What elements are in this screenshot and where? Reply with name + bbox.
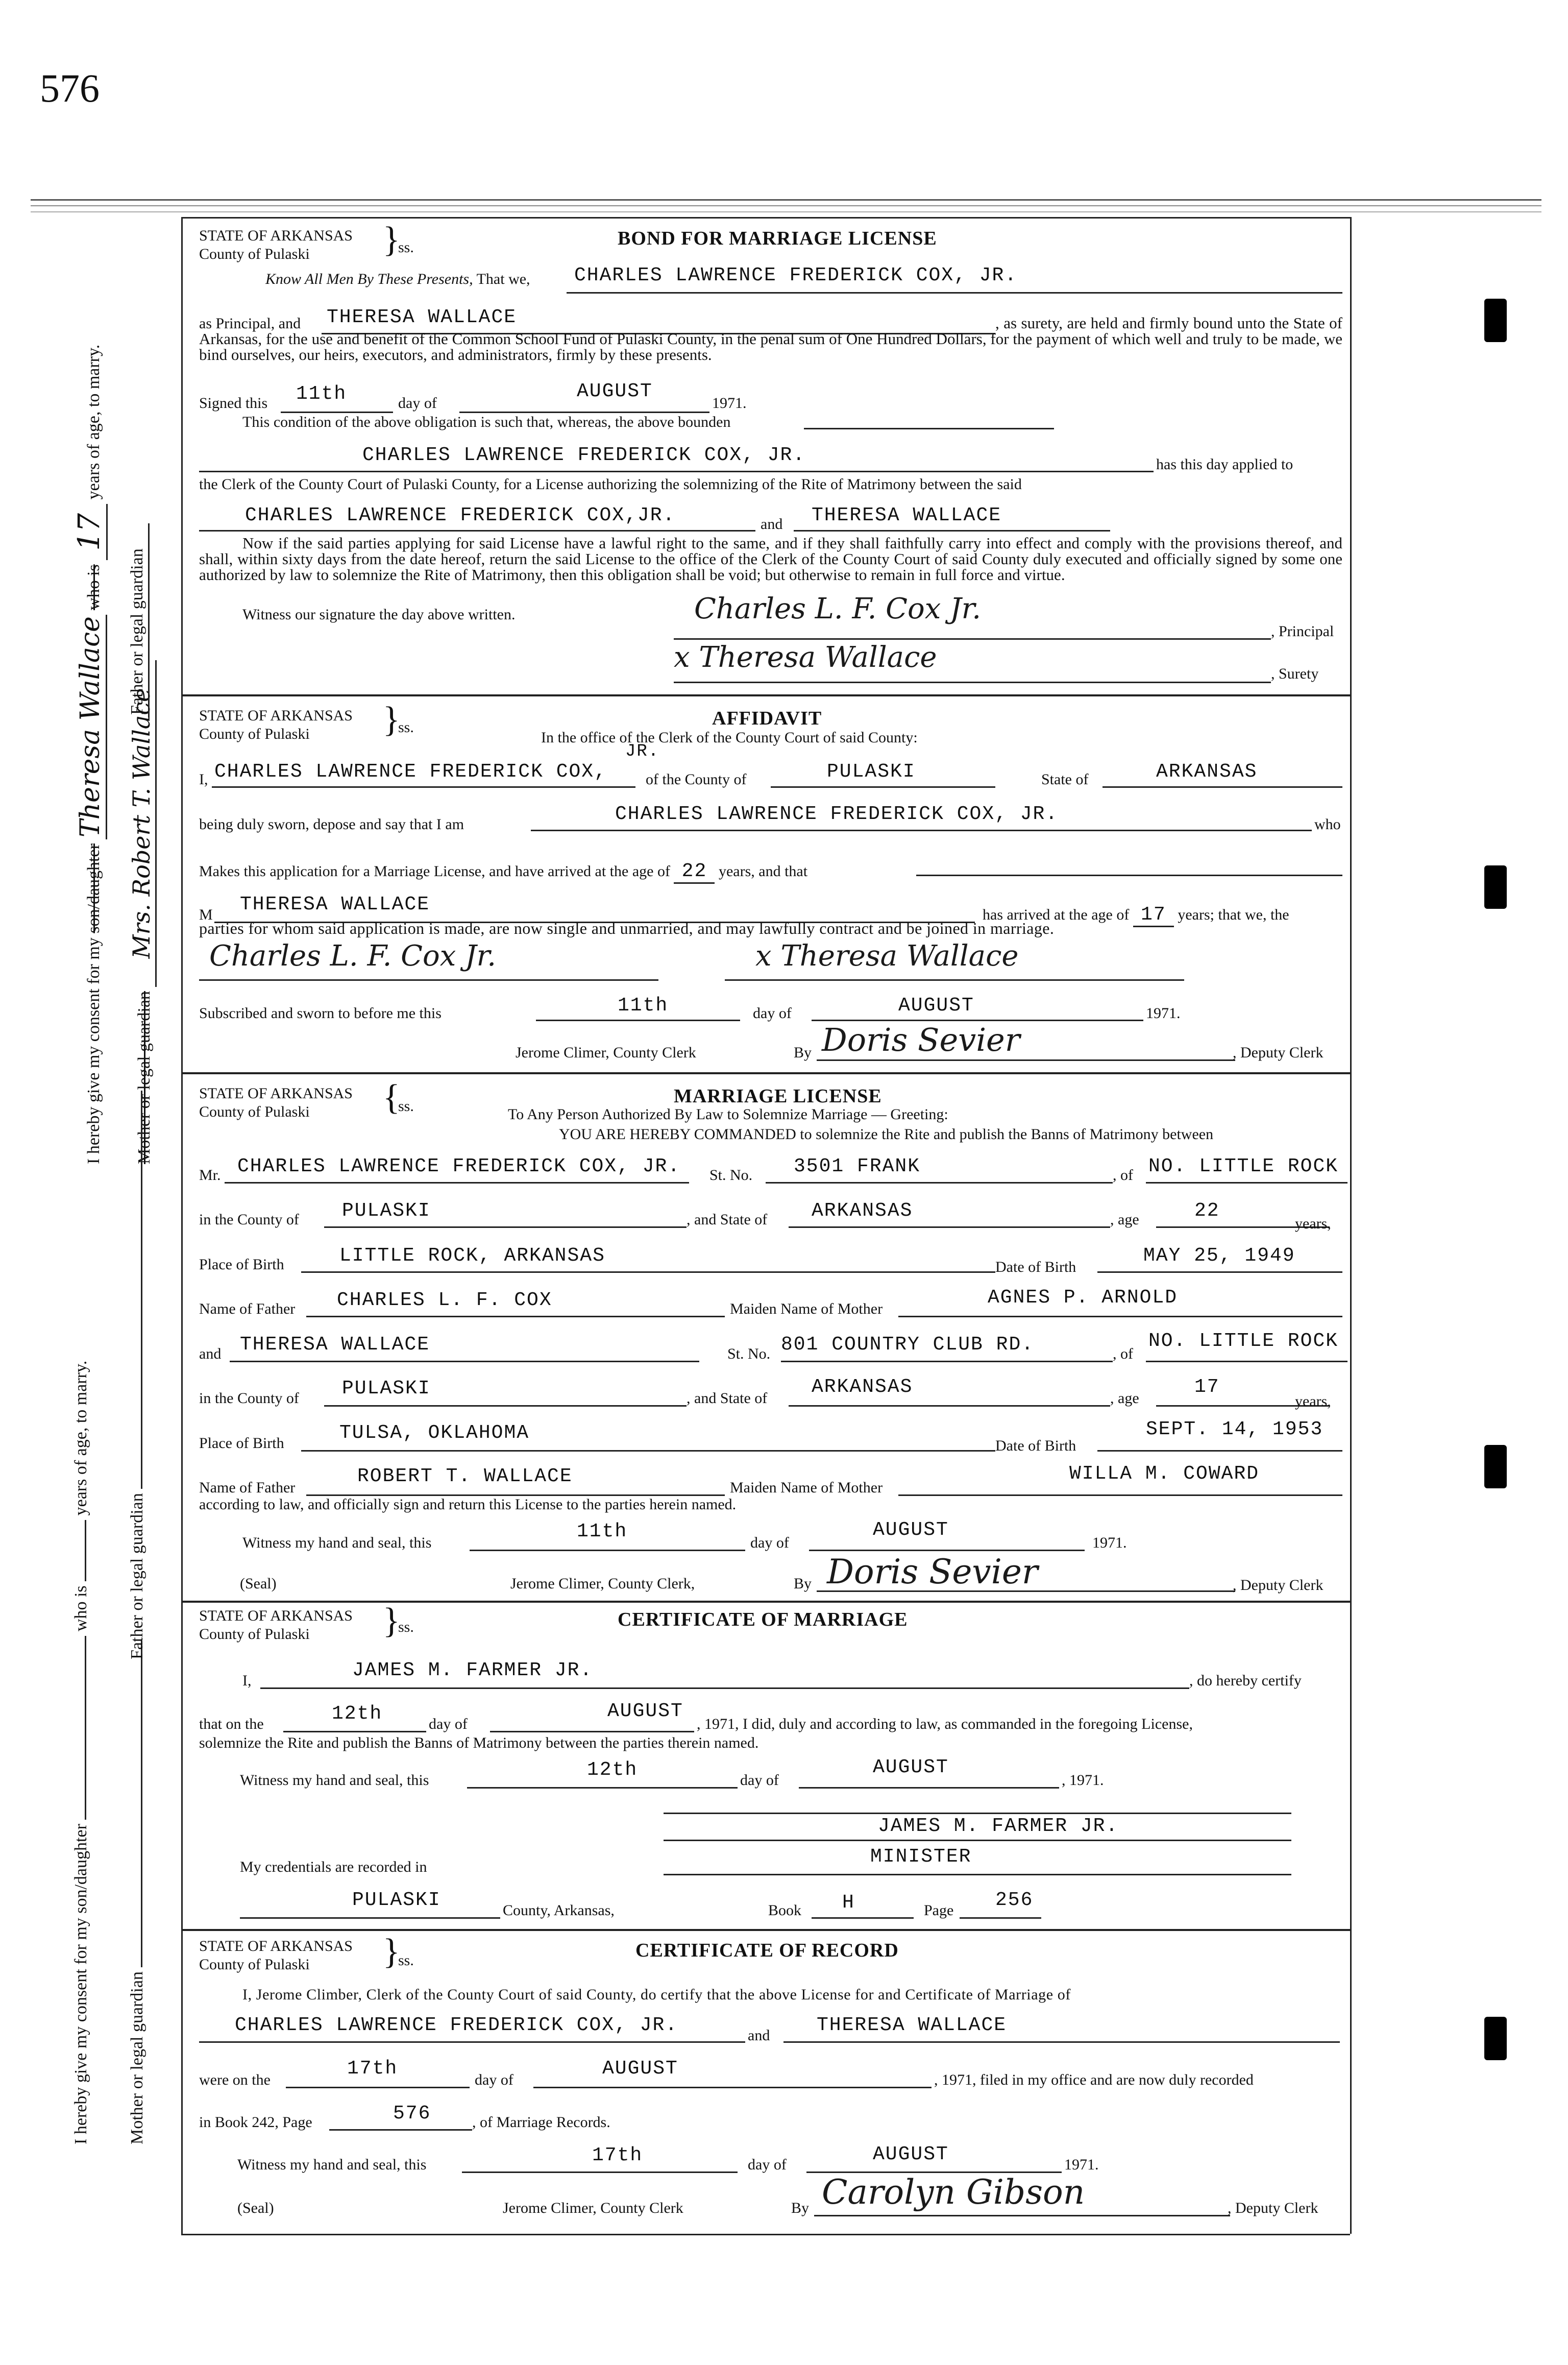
side-father-upper: Father or legal guardian — [128, 548, 146, 715]
license-day: 11th — [577, 1521, 628, 1542]
affidavit-bride: THERESA WALLACE — [240, 894, 430, 915]
condition-text: This condition of the above obligation is such that, whereas, the above bounden — [242, 414, 731, 430]
affidavit-month: AUGUST — [898, 995, 974, 1017]
now-text: Now if the said parties applying for said License have a lawful right to the same, and if they shall faithfully carry into effect and comply with the provisions thereof, and shall, within sixty days from the date hereof, return the said License to the office of the Clerk of the County Court of said County duly executed and officially signed by some one authorized by law to solemnize the Rite of Matrimony, then this obligation shall be void; but otherwise to remain in full force and virtue. — [199, 534, 1342, 584]
consent-child-signature: Theresa Wallace — [75, 615, 107, 839]
groom-county: PULASKI — [342, 1200, 431, 1222]
bride-city: NO. LITTLE ROCK — [1148, 1330, 1339, 1352]
consent-age-value: 17 — [71, 504, 108, 560]
bride-street: 801 COUNTRY CLUB RD. — [781, 1334, 1035, 1356]
affidavit-sig2: x Theresa Wallace — [755, 939, 1019, 973]
certificate-record-title: CERTIFICATE OF RECORD — [635, 1940, 899, 1961]
groom-dob: MAY 25, 1949 — [1143, 1245, 1295, 1267]
brace: } — [383, 220, 400, 259]
side-consent-lower: I hereby give my consent for my son/daughter who is years of age, to marry. — [71, 1360, 90, 2144]
parties-text: parties for whom said application is made, are now single and unmarried, and may lawfully contract and be joined in marriage. — [199, 919, 1055, 937]
affidavit-name: CHARLES LAWRENCE FREDERICK COX, — [214, 761, 607, 783]
section-divider — [181, 694, 1350, 696]
top-rule — [31, 199, 1541, 201]
marriage-witness-day: 12th — [587, 1759, 638, 1781]
license-deputy-signature: Doris Sevier — [827, 1552, 1038, 1591]
bride-birthplace: TULSA, OKLAHOMA — [339, 1422, 530, 1444]
bounden-name: CHARLES LAWRENCE FREDERICK COX, JR. — [362, 444, 806, 466]
record-party2: THERESA WALLACE — [817, 2014, 1007, 2036]
bride-state: ARKANSAS — [812, 1376, 913, 1398]
principal-signature: Charles L. F. Cox Jr. — [694, 592, 981, 625]
record-party1: CHARLES LAWRENCE FREDERICK COX, JR. — [235, 2014, 678, 2036]
arrived-text: has arrived at the age of 17 years; that we, the — [983, 904, 1289, 927]
section-divider — [181, 1601, 1350, 1603]
certificate-marriage-title: CERTIFICATE OF MARRIAGE — [618, 1609, 908, 1630]
groom-name: CHARLES LAWRENCE FREDERICK COX, JR. — [237, 1155, 681, 1177]
affidavit-age: 22 — [674, 860, 715, 884]
record-witness-day: 17th — [592, 2144, 643, 2166]
side-father-lower: Father or legal guardian — [128, 1091, 147, 1659]
side-parent-upper: Mother or legal guardian Mrs. Robert T. Wallace — [128, 660, 157, 1164]
signed-this: Signed this — [199, 395, 268, 412]
bond-principal-name: CHARLES LAWRENCE FREDERICK COX, JR. — [574, 264, 1018, 286]
officiant-signature-name: JAMES M. FARMER JR. — [878, 1815, 1119, 1837]
bond-signed-day: 11th — [296, 383, 347, 405]
form-frame-bottom — [181, 2234, 1350, 2235]
as-principal-text: as Principal, and — [199, 315, 301, 332]
affidavit-sworn-name: CHARLES LAWRENCE FREDERICK COX, JR. — [615, 803, 1059, 825]
affidavit-county: PULASKI — [827, 761, 916, 783]
record-intro: I, Jerome Climber, Clerk of the County Court of said County, do certify that the above License for and Certificate of Marriage of — [242, 1986, 1071, 2003]
makes-text: Makes this application for a Marriage License, and have arrived at the age of 22 years, and that — [199, 860, 807, 884]
license-month: AUGUST — [873, 1519, 949, 1541]
groom-age: 22 — [1194, 1200, 1220, 1222]
affidavit-title: AFFIDAVIT — [712, 708, 822, 729]
groom-state: ARKANSAS — [812, 1200, 913, 1222]
affidavit-day: 11th — [618, 995, 669, 1017]
affidavit-sig1: Charles L. F. Cox Jr. — [209, 939, 496, 973]
county-label: County of Pulaski — [199, 246, 310, 262]
surety-text: , as surety, are held and firmly bound unto the State of Arkansas, for the use and benefit of the Common School Fund of Pulaski County, in the penal sum of One Hundred Dollars, for the payment of which well and truly to be made, we bind ourselves, our heirs, executors, and administrators, firmly by these presents. — [199, 314, 1342, 364]
groom-birthplace: LITTLE ROCK, ARKANSAS — [339, 1245, 605, 1267]
bond-title: BOND FOR MARRIAGE LICENSE — [618, 228, 937, 249]
marriage-witness-month: AUGUST — [873, 1756, 949, 1778]
record-witness-month: AUGUST — [873, 2143, 949, 2165]
form-frame-right — [1350, 217, 1352, 2234]
know-all-text: Know All Men By These Presents, That we, — [265, 271, 530, 287]
credentials-county: PULASKI — [352, 1889, 441, 1911]
clerk-text: the Clerk of the County Court of Pulaski County, for a License authorizing the solemnizing of the Rite of Matrimony between the said — [199, 476, 1022, 493]
credentials-page: 256 — [995, 1889, 1034, 1911]
registration-mark — [1484, 299, 1507, 342]
bond-surety-name: THERESA WALLACE — [327, 306, 517, 328]
bride-age: 17 — [1194, 1376, 1220, 1398]
record-day: 17th — [347, 2058, 398, 2080]
groom-mother: AGNES P. ARNOLD — [988, 1287, 1178, 1309]
bride-name: THERESA WALLACE — [240, 1334, 430, 1356]
marriage-day: 12th — [332, 1703, 383, 1725]
surety-signature: x Theresa Wallace — [674, 641, 937, 674]
registration-mark — [1484, 865, 1507, 909]
section-divider — [181, 1072, 1350, 1074]
groom-street: 3501 FRANK — [794, 1155, 921, 1177]
state-label: STATE OF ARKANSAS — [199, 227, 353, 244]
officiant-name: JAMES M. FARMER JR. — [352, 1659, 593, 1681]
son-daughter-struck: son/daughter — [84, 843, 103, 933]
affidavit-bride-age: 17 — [1133, 904, 1174, 927]
bond-party2: THERESA WALLACE — [812, 504, 1002, 526]
affidavit-deputy-signature: Doris Sevier — [822, 1021, 1020, 1058]
credentials-book: H — [842, 1892, 855, 1914]
witness-text: Witness our signature the day above written. — [242, 606, 516, 623]
side-father-line-upper — [148, 523, 150, 717]
license-title: MARRIAGE LICENSE — [674, 1085, 882, 1107]
record-page: 576 — [393, 2103, 431, 2125]
bride-mother: WILLA M. COWARD — [1069, 1463, 1260, 1485]
side-consent-upper: I hereby give my consent for my son/daughter Theresa Wallace who is 17 years of age, to marry. — [71, 345, 108, 1164]
bride-father: ROBERT T. WALLACE — [357, 1465, 573, 1487]
side-mother-lower: Mother or legal guardian — [128, 1640, 147, 2144]
affidavit-state: ARKANSAS — [1156, 761, 1258, 783]
record-month: AUGUST — [602, 2058, 678, 2080]
marriage-month: AUGUST — [607, 1700, 683, 1722]
form-frame-top — [181, 217, 1350, 219]
bond-party1: CHARLES LAWRENCE FREDERICK COX,JR. — [245, 504, 676, 526]
top-rule-2 — [31, 205, 1541, 206]
consent-parent-signature: Mrs. Robert T. Wallace — [128, 660, 157, 987]
registration-mark — [1484, 2017, 1507, 2060]
groom-city: NO. LITTLE ROCK — [1148, 1155, 1339, 1177]
groom-father: CHARLES L. F. COX — [337, 1289, 552, 1311]
form-frame-left — [181, 217, 183, 2234]
bride-county: PULASKI — [342, 1378, 431, 1399]
bride-dob: SEPT. 14, 1953 — [1146, 1418, 1324, 1440]
record-deputy-signature: Carolyn Gibson — [822, 2173, 1085, 2212]
officiant-title: MINISTER — [870, 1846, 972, 1868]
bond-signed-month: AUGUST — [577, 380, 653, 402]
registration-mark — [1484, 1445, 1507, 1488]
page-number: 576 — [40, 66, 100, 110]
section-divider — [181, 1929, 1350, 1931]
ss-label: ss. — [398, 239, 414, 256]
top-rule-3 — [31, 211, 1541, 212]
